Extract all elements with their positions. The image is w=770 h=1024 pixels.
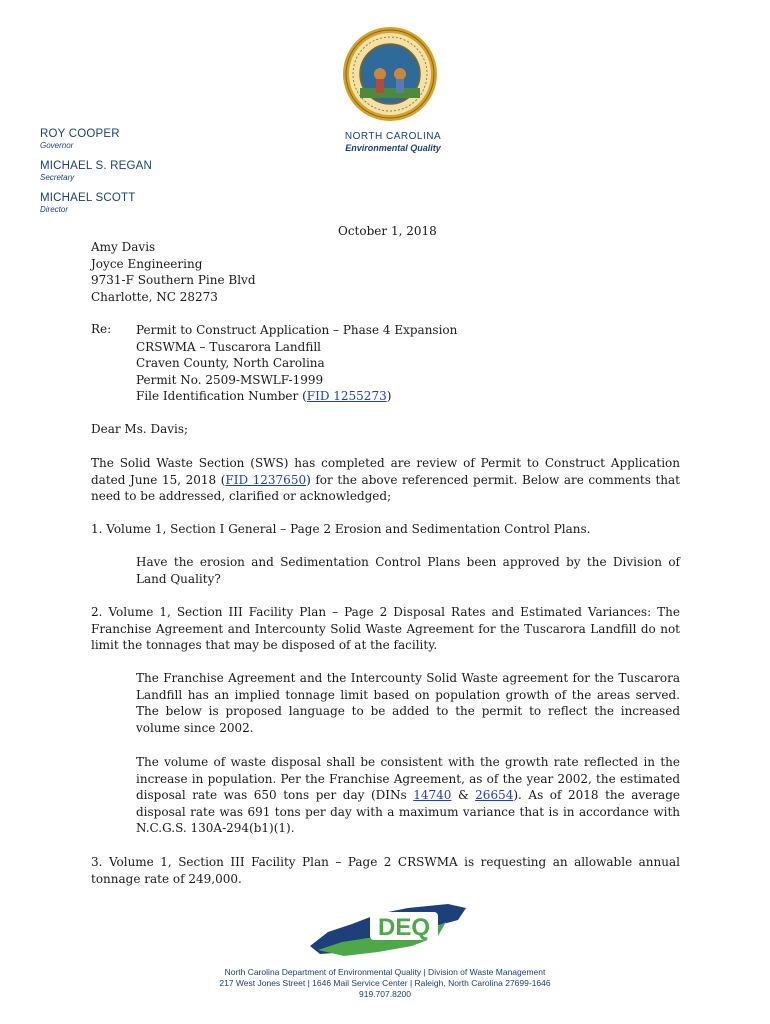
fid-link[interactable]: FID 1255273 xyxy=(306,389,387,403)
footer-contact xyxy=(185,967,585,1000)
salutation: Dear Ms. Davis; xyxy=(91,422,189,436)
proposed-suffix: ). As of 2018 the average disposal rate was 691 tons per day with a maximum variance that is in accordance with N.C.G.S. 130A-294(b1)(1). xyxy=(136,788,680,835)
din-link[interactable]: 26654 xyxy=(475,788,514,802)
re-line: Permit No. 2509-MSWLF-1999 xyxy=(136,372,324,387)
re-line: CRSWMA – Tuscarora Landfill xyxy=(136,339,321,354)
recipient-city: Charlotte, NC 28273 xyxy=(91,289,218,304)
comment-item-2: 2. Volume 1, Section III Facility Plan – Page 2 Disposal Rates and Estimated Variances: The Franchise Agreement and Intercounty Solid Waste Agreement for the Tuscarora Landfill do not limit the tonnages that may be disposed of at the facility. xyxy=(91,605,680,652)
deq-logo-text: DEQ xyxy=(377,914,431,941)
official-title: Director xyxy=(40,205,69,214)
din-link[interactable]: 14740 xyxy=(413,788,452,802)
comment-item-3: 3. Volume 1, Section III Facility Plan – Page 2 CRSWMA is requesting an allowable annual tonnage rate of 249,000. xyxy=(91,855,680,886)
re-subject xyxy=(136,322,457,405)
fid-link[interactable]: FID 1237650 xyxy=(225,472,307,487)
footer-phone: 919.707.8200 xyxy=(359,989,411,999)
recipient-name: Amy Davis xyxy=(91,240,156,254)
official-name: ROY COOPER xyxy=(40,128,120,140)
official-name: MICHAEL S. REGAN xyxy=(40,160,153,172)
footer-line: 217 West Jones Street | 1646 Mail Service Center | Raleigh, North Carolina 27699-1646 xyxy=(219,978,551,988)
agency-subtitle: Environmental Quality xyxy=(345,143,441,153)
agency-name-block xyxy=(335,131,451,154)
letter-date: October 1, 2018 xyxy=(338,224,437,238)
recipient-address xyxy=(91,239,256,305)
agency-name: NORTH CAROLINA xyxy=(344,131,442,142)
official-name: MICHAEL SCOTT xyxy=(40,192,136,204)
deq-logo xyxy=(308,902,468,958)
comment-item-1: 1. Volume 1, Section I General – Page 2 Erosion and Sedimentation Control Plans. xyxy=(91,522,591,536)
comment-item-1-response: Have the erosion and Sedimentation Control Plans been approved by the Division of Land Quality? xyxy=(136,555,680,586)
intro-paragraph xyxy=(91,455,680,505)
intro-suffix: ) for the above referenced permit. Below are comments that need to be addressed, clarified or acknowledged; xyxy=(91,472,680,503)
re-fid-suffix: ) xyxy=(386,389,392,403)
official-title: Governor xyxy=(40,141,74,150)
officials-list xyxy=(40,128,152,224)
state-seal-logo xyxy=(342,26,438,122)
intro-prefix: The Solid Waste Section (SWS) has completed are review of Permit to Construct Application dated June 15, 2018 ( xyxy=(91,456,680,487)
proposed-prefix: The volume of waste disposal shall be consistent with the growth rate reflected in the increase in population. Per the Franchise Agreement, as of the year 2002, the estimated disposal rate was 650 tons per day (DINs xyxy=(136,755,680,802)
comment-item-2-response: The Franchise Agreement and the Intercounty Solid Waste agreement for the Tuscarora Landfill has an implied tonnage limit based on population growth of the areas served. The below is proposed language to be added to the permit to reflect the increased volume since 2002. xyxy=(136,671,680,735)
recipient-street: 9731-F Southern Pine Blvd xyxy=(91,273,256,287)
comment-item-2-proposed-language xyxy=(136,754,680,837)
re-label: Re: xyxy=(91,322,112,336)
re-line: Craven County, North Carolina xyxy=(136,356,325,370)
re-fid-prefix: File Identification Number ( xyxy=(136,389,307,403)
recipient-company: Joyce Engineering xyxy=(91,256,203,271)
re-line: Permit to Construct Application – Phase 4 Expansion xyxy=(136,323,458,337)
proposed-amp: & xyxy=(451,788,476,802)
re-line-fid xyxy=(136,388,457,405)
official-title: Secretary xyxy=(40,173,75,182)
footer-line: North Carolina Department of Environmental Quality | Division of Waste Management xyxy=(224,967,546,977)
